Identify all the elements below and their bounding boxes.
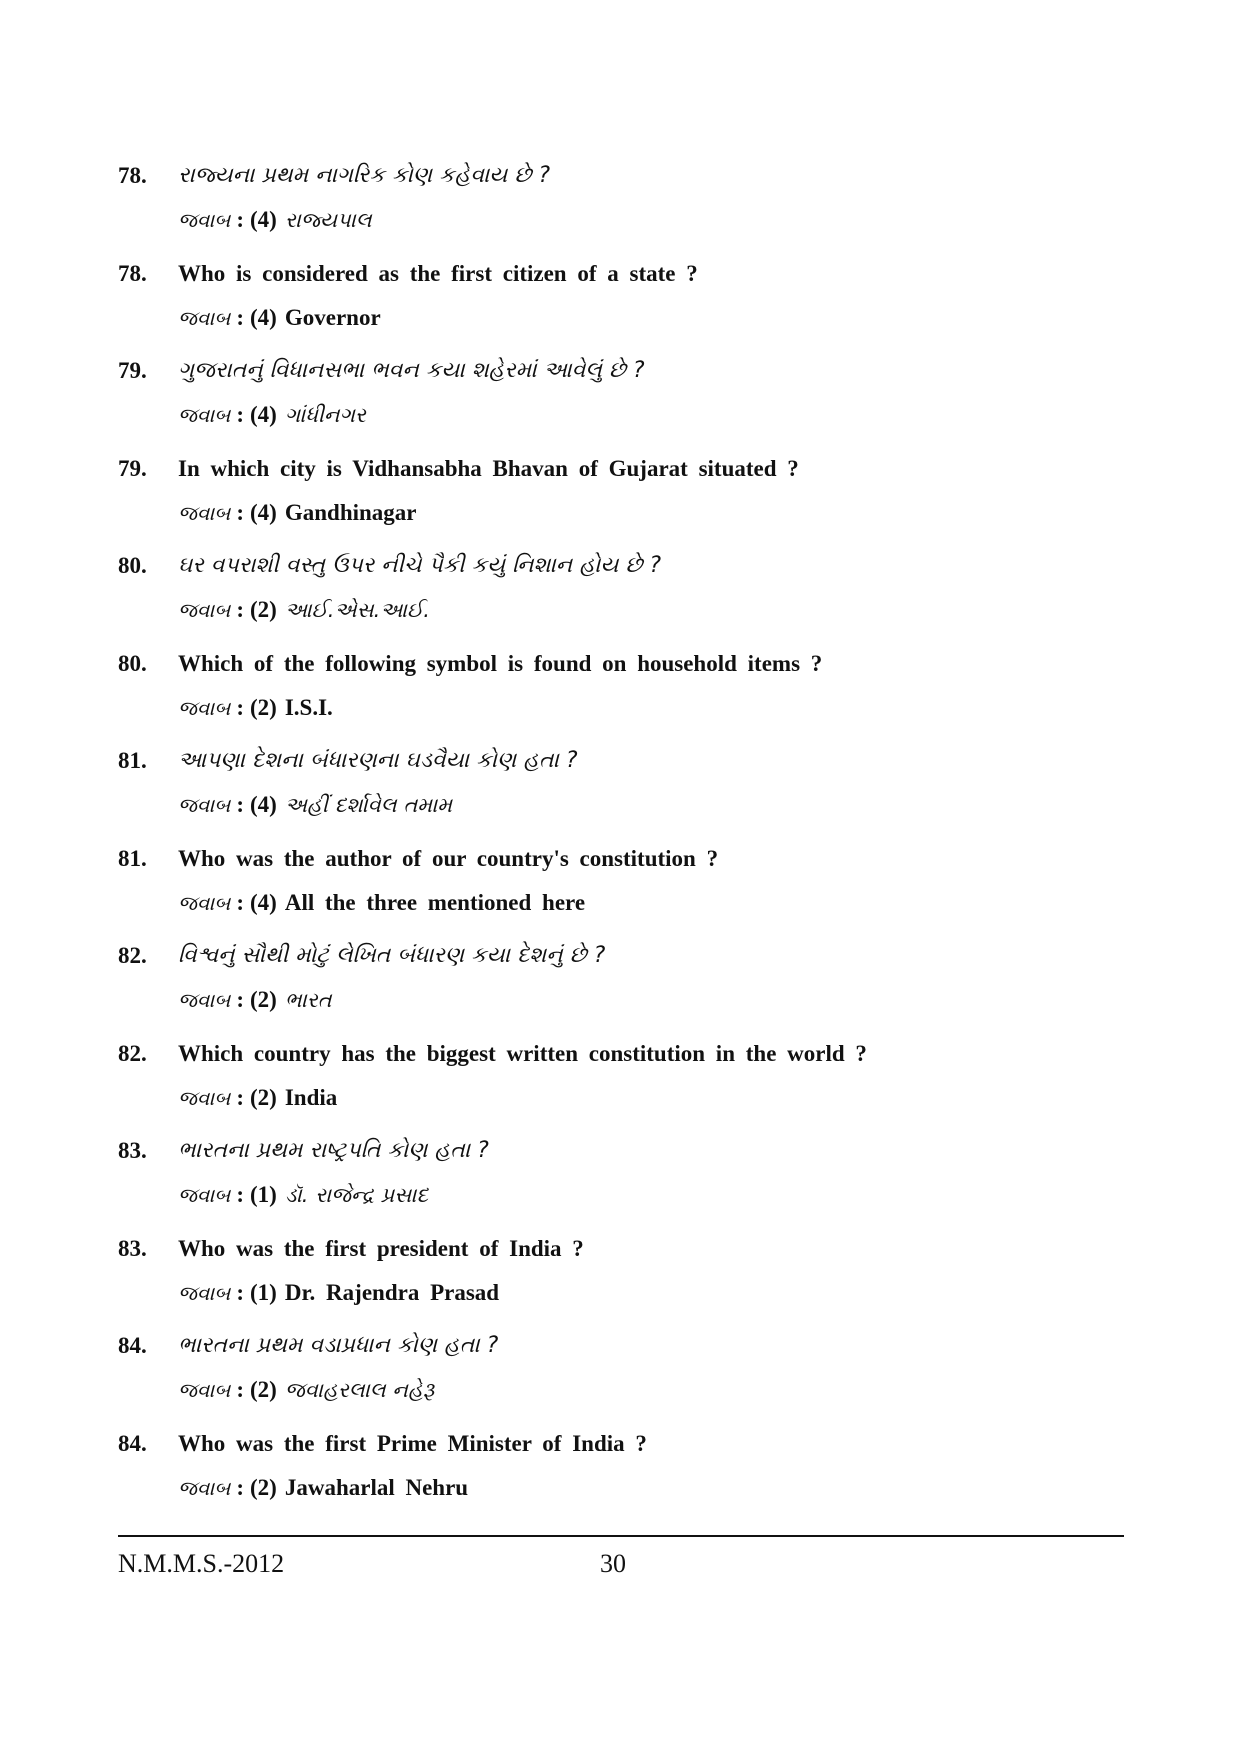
answer-choice: (4) — [250, 402, 277, 427]
answer-line — [178, 691, 333, 725]
question-text: ઘર વપરાશી વસ્તુ ઉપર નીચે પૈકી કયું નિશાન હોય છે ? — [178, 553, 662, 578]
answer-colon: : — [236, 207, 245, 232]
answer-prefix: જવાબ — [178, 305, 231, 330]
answer-line — [178, 1471, 468, 1505]
answer-colon: : — [236, 1474, 245, 1500]
answer-line — [178, 496, 417, 530]
question-number: 81. — [118, 845, 147, 871]
answer-choice: (1) — [250, 1279, 277, 1305]
answer-line — [178, 983, 332, 1017]
answer-text: ભારત — [284, 988, 332, 1012]
answer-line — [178, 398, 366, 432]
answer-text: India — [284, 1084, 338, 1110]
question-text: Which of the following symbol is found on household items ? — [178, 650, 823, 676]
question-text: Who was the first president of India ? — [178, 1235, 584, 1261]
answer-prefix: જવાબ — [178, 598, 231, 622]
answer-colon: : — [236, 304, 245, 330]
answer-prefix: જવાબ — [178, 988, 231, 1012]
question-text: રાજ્યના પ્રથમ નાગરિક કોણ કહેવાય છે ? — [178, 163, 550, 188]
question-number: 83. — [118, 1235, 147, 1261]
question-number: 80. — [118, 650, 147, 676]
exam-code: N.M.M.S.-2012 — [118, 1549, 285, 1578]
answer-choice: (2) — [250, 597, 277, 622]
answer-colon: : — [236, 402, 245, 427]
answer-choice: (4) — [250, 304, 277, 330]
answer-prefix: જવાબ — [178, 890, 231, 915]
answer-colon: : — [236, 1279, 245, 1305]
question-number: 78. — [118, 260, 147, 286]
qa-item — [118, 1430, 1118, 1542]
question-text: વિશ્વનું સૌથી મોટું લેખિત બંધારણ કયા દેશનું છે ? — [178, 943, 606, 968]
question-answer-list — [118, 163, 1118, 1541]
answer-colon: : — [236, 499, 245, 525]
answer-text: જવાહરલાલ નહેરૂ — [284, 1378, 435, 1402]
answer-line — [178, 1276, 499, 1310]
answer-prefix: જવાબ — [178, 208, 231, 232]
question-number: 81. — [118, 748, 147, 773]
answer-prefix: જવાબ — [178, 793, 231, 817]
answer-line — [178, 788, 452, 822]
answer-colon: : — [236, 792, 245, 817]
answer-text: Dr. Rajendra Prasad — [284, 1279, 500, 1305]
question-number: 80. — [118, 553, 147, 578]
answer-text: ડૉ. રાજેન્દ્ર પ્રસાદ — [284, 1183, 429, 1207]
question-text: ભારતના પ્રથમ વડાપ્રધાન કોણ હતા ? — [178, 1333, 499, 1358]
answer-text: Governor — [284, 304, 381, 330]
answer-choice: (4) — [250, 207, 277, 232]
question-number: 82. — [118, 1040, 147, 1066]
answer-line — [178, 1178, 428, 1212]
question-text: Who was the first Prime Minister of India ? — [178, 1430, 647, 1456]
question-number: 79. — [118, 358, 147, 383]
question-number: 83. — [118, 1138, 147, 1163]
answer-line — [178, 301, 381, 335]
answer-prefix: જવાબ — [178, 1378, 231, 1402]
question-text: In which city is Vidhansabha Bhavan of Gujarat situated ? — [178, 455, 799, 481]
answer-choice: (4) — [250, 499, 277, 525]
answer-line — [178, 203, 372, 237]
answer-choice: (2) — [250, 1084, 277, 1110]
question-number: 84. — [118, 1430, 147, 1456]
answer-text: Jawaharlal Nehru — [284, 1474, 469, 1500]
question-number: 82. — [118, 943, 147, 968]
answer-choice: (2) — [250, 987, 277, 1012]
answer-colon: : — [236, 1084, 245, 1110]
answer-colon: : — [236, 987, 245, 1012]
question-text: આપણા દેશના બંધારણના ઘડવૈયા કોણ હતા ? — [178, 748, 578, 773]
answer-colon: : — [236, 1182, 245, 1207]
answer-text: Gandhinagar — [284, 499, 417, 525]
answer-choice: (2) — [250, 1474, 277, 1500]
answer-text: ગાંધીનગર — [284, 403, 366, 427]
answer-line — [178, 1373, 434, 1407]
answer-choice: (2) — [250, 694, 277, 720]
answer-colon: : — [236, 1377, 245, 1402]
answer-choice: (4) — [250, 792, 277, 817]
answer-text: અહીં દર્શાવેલ તમામ — [284, 793, 453, 817]
question-text: Who was the author of our country's constitution ? — [178, 845, 719, 871]
answer-line — [178, 886, 585, 920]
answer-prefix: જવાબ — [178, 403, 231, 427]
answer-prefix: જવાબ — [178, 1183, 231, 1207]
answer-prefix: જવાબ — [178, 500, 231, 525]
answer-colon: : — [236, 889, 245, 915]
answer-text: All the three mentioned here — [284, 889, 586, 915]
answer-prefix: જવાબ — [178, 1085, 231, 1110]
answer-choice: (2) — [250, 1377, 277, 1402]
answer-prefix: જવાબ — [178, 1475, 231, 1500]
question-text: Which country has the biggest written constitution in the world ? — [178, 1040, 867, 1066]
answer-text: આઈ.એસ.આઈ. — [284, 598, 430, 622]
question-text: ગુજરાતનું વિધાનસભા ભવન કયા શહેરમાં આવેલું છે ? — [178, 358, 645, 383]
answer-choice: (1) — [250, 1182, 277, 1207]
answer-line — [178, 1081, 337, 1115]
question-number: 79. — [118, 455, 147, 481]
answer-choice: (4) — [250, 889, 277, 915]
question-number: 84. — [118, 1333, 147, 1358]
answer-colon: : — [236, 597, 245, 622]
answer-text: I.S.I. — [284, 694, 333, 720]
page-number: 30 — [600, 1549, 626, 1578]
answer-colon: : — [236, 694, 245, 720]
answer-prefix: જવાબ — [178, 695, 231, 720]
question-number: 78. — [118, 163, 147, 188]
question-text: Who is considered as the first citizen of a state ? — [178, 260, 698, 286]
question-text: ભારતના પ્રથમ રાષ્ટ્રપતિ કોણ હતા ? — [178, 1138, 489, 1163]
footer-divider — [118, 1535, 1124, 1537]
answer-line — [178, 593, 430, 627]
answer-text: રાજ્યપાલ — [284, 208, 372, 232]
answer-prefix: જવાબ — [178, 1280, 231, 1305]
